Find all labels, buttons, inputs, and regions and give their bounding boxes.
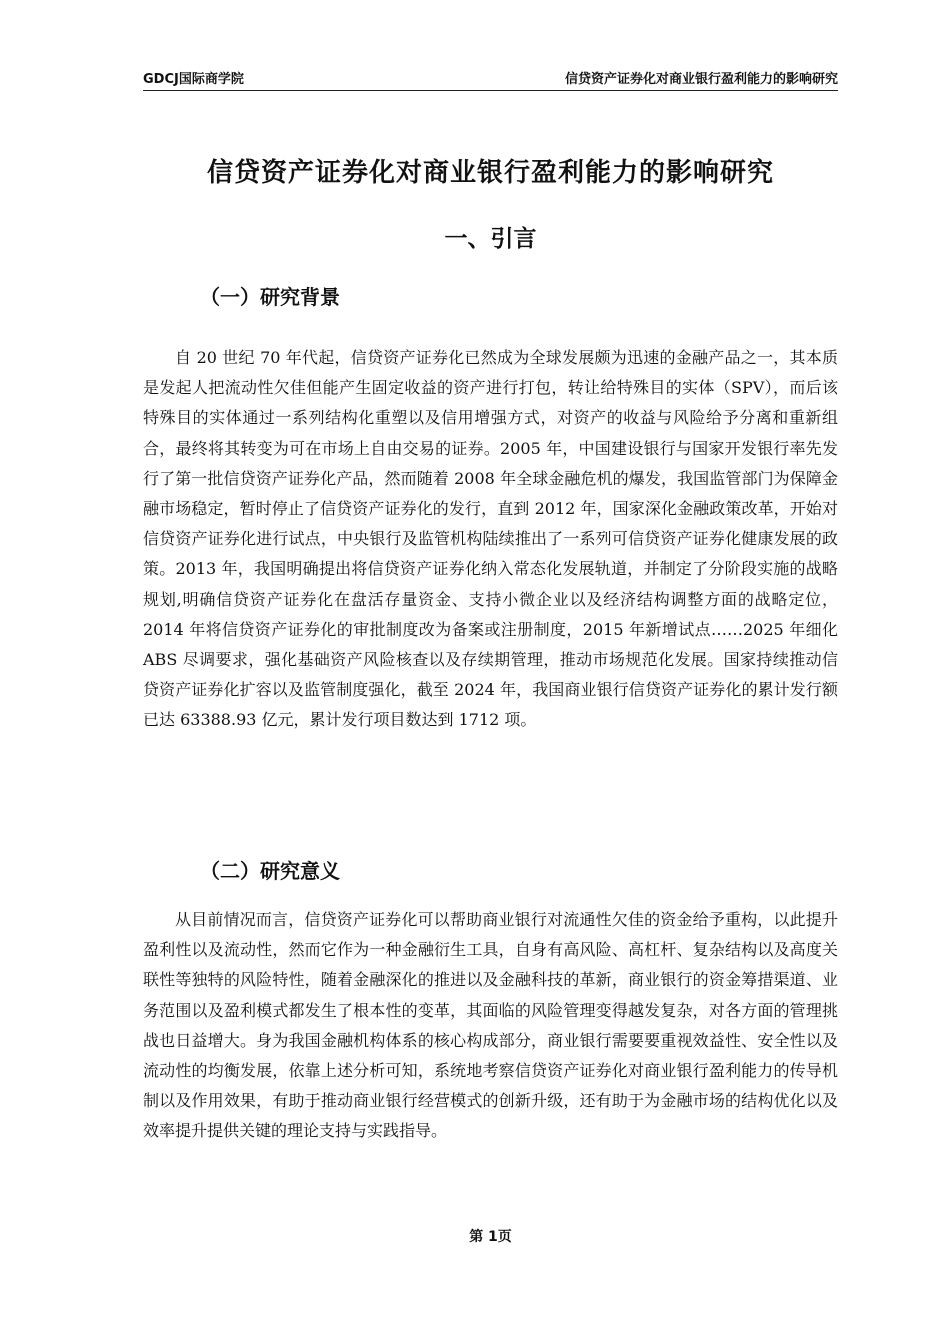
page-number: 第 1页 bbox=[469, 1229, 512, 1245]
header-running-title: 信贷资产证券化对商业银行盈利能力的影响研究 bbox=[564, 72, 838, 87]
section-heading-introduction: 一、引言 bbox=[444, 226, 537, 252]
paragraph-background: 自 20 世纪 70 年代起，信贷资产证券化已然成为全球发展颇为迅速的金融产品之一，其本质是发起人把流动性欠佳但能产生固定收益的资产进行打包，转让给特殊目的实体（SPV），而后该特殊目的实体通过一系列结构化重塑以及信用增强方式，对资产的收益与风险给予分离和重新组合，最终将其转变为可在市场上自由交易的证券。2005 年，中国建设银行与国家开发银行率先发行了第一批信贷资产证券化产品，然而随着 2008 年全球金融危机的爆发，我国监管部门为保障金融市场稳定，暂时停止了信贷资产证券化的发行，直到 2012 年，国家深化金融政策改革，开始对信贷资产证券化进行试点，中央银行及监管机构陆续推出了一系列可信贷资产证券化健康发展的政策。2013 年，我国明确提出将信贷资产证券化纳入常态化发展轨道，并制定了分阶段实施的战略规划,明确信贷资产证券化在盘活存量资金、支持小微企业以及经济结构调整方面的战略定位，2014 年将信贷资产证券化的审批制度改为备案或注册制度，2015 年新增试点……2025 年细化 ABS 尽调要求，强化基础资产风险核查以及存续期管理，推动市场规范化发展。国家持续推动信贷资产证券化扩容以及监管制度强化，截至 2024 年，我国商业银行信贷资产证券化的累计发行额已达 63388.93 亿元，累计发行项目数达到 1712 项。 bbox=[143, 348, 838, 730]
subsection-heading-significance: （二）研究意义 bbox=[200, 859, 340, 883]
page-header bbox=[143, 66, 838, 91]
document-title: 信贷资产证券化对商业银行盈利能力的影响研究 bbox=[206, 158, 774, 188]
header-institution: GDCJ国际商学院 bbox=[143, 72, 244, 87]
paragraph-significance: 从目前情况而言，信贷资产证券化可以帮助商业银行对流通性欠佳的资金给予重构，以此提升盈利性以及流动性，然而它作为一种金融衍生工具，自身有高风险、高杠杆、复杂结构以及高度关联性等独特的风险特性，随着金融深化的推进以及金融科技的革新，商业银行的资金筹措渠道、业务范围以及盈利模式都发生了根本性的变革，其面临的风险管理变得越发复杂，对各方面的管理挑战也日益增大。身为我国金融机构体系的核心构成部分，商业银行需要要重视效益性、安全性以及流动性的均衡发展，依靠上述分析可知，系统地考察信贷资产证券化对商业银行盈利能力的传导机制以及作用效果，有助于推动商业银行经营模式的创新升级，还有助于为金融市场的结构优化以及效率提升提供关键的理论支持与实践指导。 bbox=[143, 910, 838, 1141]
subsection-heading-background: （一）研究背景 bbox=[200, 285, 340, 309]
